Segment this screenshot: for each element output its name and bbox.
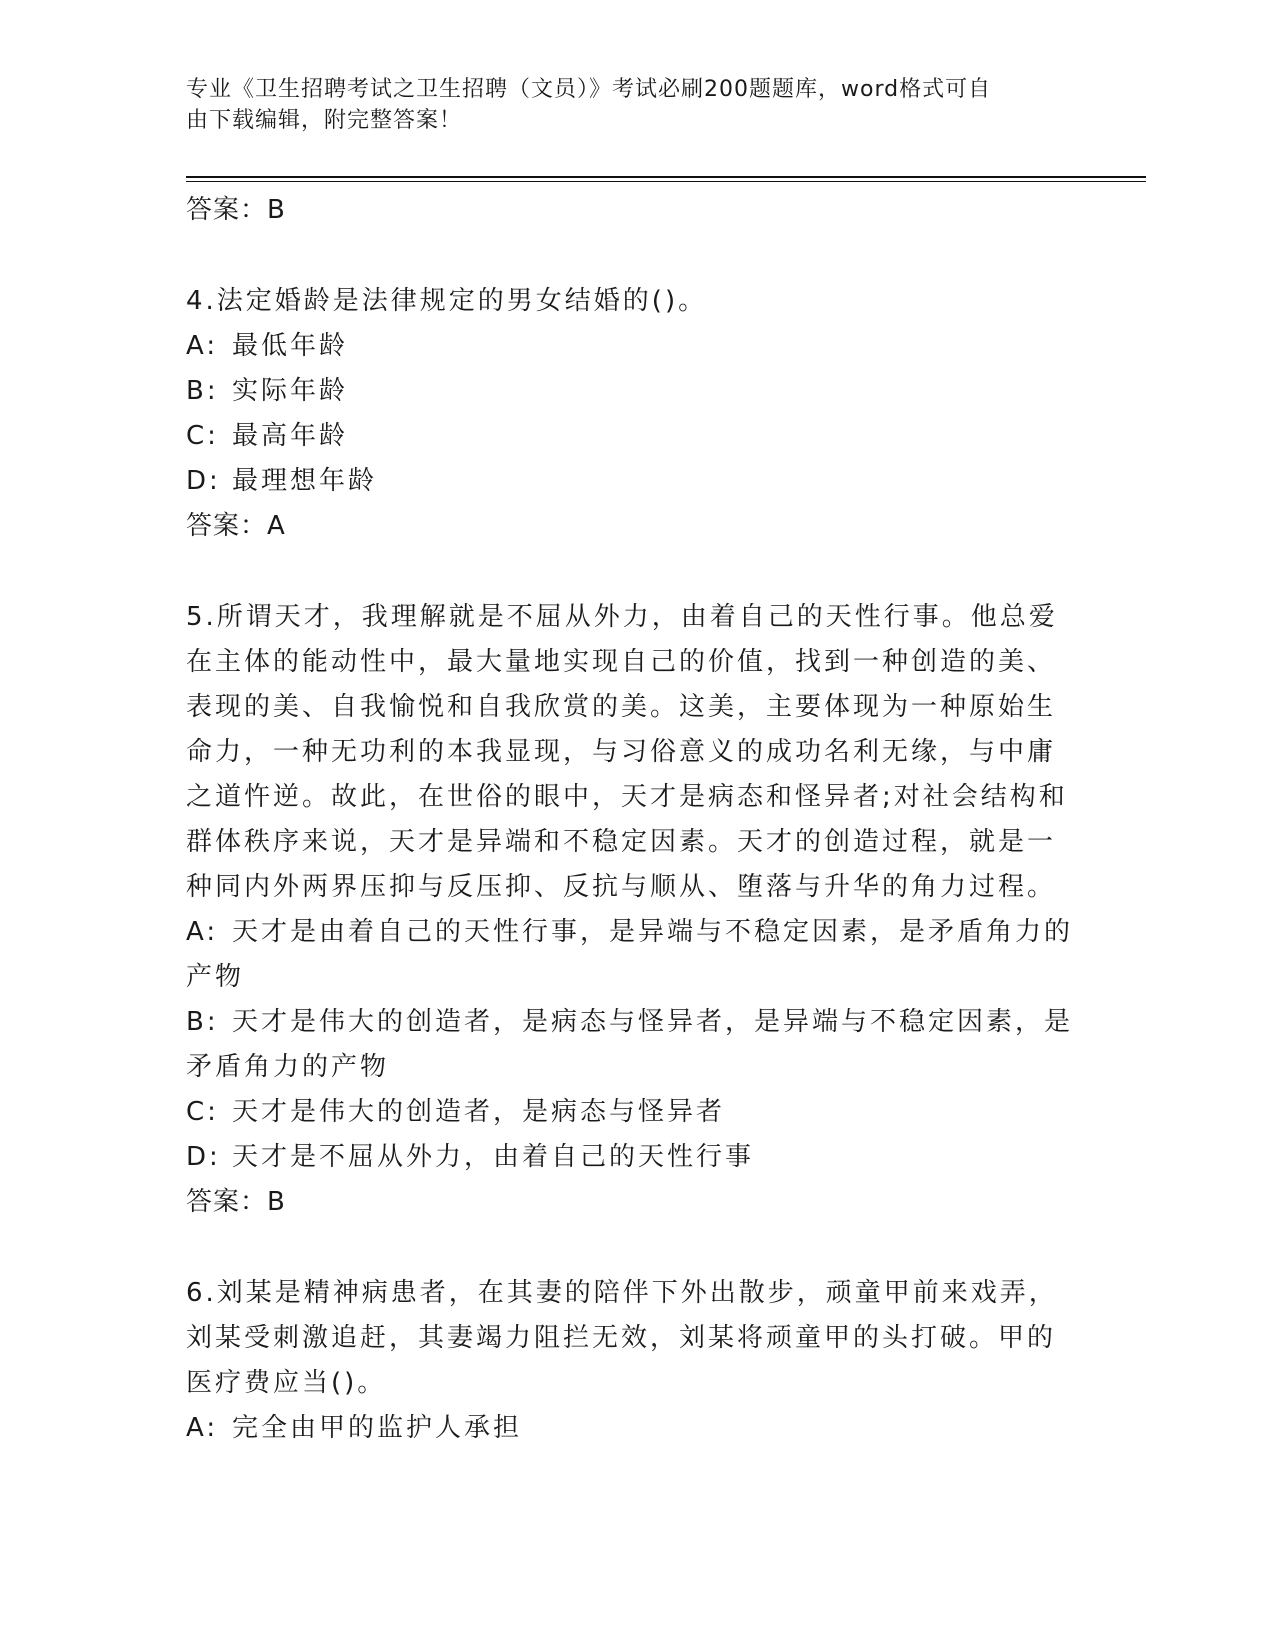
option-text: 天才是伟大的创造者，是病态与怪异者 [232,1097,726,1127]
question-5-option-d [186,1135,1086,1180]
question-5-option-a-cont: 产物 [186,962,245,992]
question-4-option-c [186,414,1086,459]
spacer [186,233,1086,279]
question-4-option-b [186,369,1086,414]
question-5 [186,595,1086,1225]
option-key: C: [186,421,219,451]
question-5-option-a [186,910,1086,955]
question-4-option-d [186,459,1086,504]
question-6 [186,1271,1086,1451]
option-key: B: [186,1007,219,1037]
question-5-option-b-cont: 矛盾角力的产物 [186,1052,390,1082]
option-text: 完全由甲的监护人承担 [232,1413,523,1443]
question-5-line: 之道忤逆。故此，在世俗的眼中，天才是病态和怪异者;对社会结构和 [186,782,1068,812]
question-6-line: 6.刘某是精神病患者，在其妻的陪伴下外出散步，顽童甲前来戏弄， [186,1278,1058,1308]
question-4 [186,279,1086,549]
previous-answer: 答案：B [186,195,286,225]
question-4-answer: 答案：A [186,511,286,541]
option-text: 实际年龄 [232,376,349,406]
option-key: B: [186,376,219,406]
question-5-answer: 答案：B [186,1187,286,1217]
spacer [186,1225,1086,1271]
question-5-line: 在主体的能动性中，最大量地实现自己的价值，找到一种创造的美、 [186,647,1057,677]
question-5-line: 5.所谓天才，我理解就是不屈从外力，由着自己的天性行事。他总爱 [186,602,1058,632]
question-6-line: 医疗费应当()。 [186,1368,387,1398]
option-text: 最高年龄 [232,421,349,451]
option-text: 最理想年龄 [232,466,378,496]
header-rule-thin [186,181,1146,182]
question-5-option-c [186,1090,1086,1135]
option-text: 天才是由着自己的天性行事，是异端与不稳定因素，是矛盾角力的 [232,917,1074,947]
question-5-option-b [186,1000,1086,1045]
question-5-line: 种同内外两界压抑与反压抑、反抗与顺从、堕落与升华的角力过程。 [186,872,1057,902]
question-5-line: 命力，一种无功利的本我显现，与习俗意义的成功名利无缘，与中庸 [186,737,1057,767]
spacer [186,549,1086,595]
question-5-line: 群体秩序来说，天才是异端和不稳定因素。天才的创造过程，就是一 [186,827,1057,857]
option-text: 天才是伟大的创造者，是病态与怪异者，是异端与不稳定因素，是 [232,1007,1074,1037]
question-5-line: 表现的美、自我愉悦和自我欣赏的美。这美，主要体现为一种原始生 [186,692,1057,722]
option-key: A: [186,917,219,947]
option-text: 最低年龄 [232,331,349,361]
question-6-option-a [186,1406,1086,1451]
header-rule-thick [186,176,1146,178]
option-key: A: [186,1413,219,1443]
option-key: C: [186,1097,219,1127]
option-text: 天才是不屈从外力，由着自己的天性行事 [232,1142,755,1172]
header-line-2: 由下载编辑，附完整答案！ [186,108,463,133]
question-content [186,188,1086,1451]
question-6-line: 刘某受刺激追赶，其妻竭力阻拦无效，刘某将顽童甲的头打破。甲的 [186,1323,1057,1353]
page-header [186,74,1066,136]
question-4-option-a [186,324,1086,369]
option-key: D: [186,466,221,496]
header-line-1: 专业《卫生招聘考试之卫生招聘（文员）》考试必刷200题题库，word格式可自 [186,77,992,102]
question-4-text: 4.法定婚龄是法律规定的男女结婚的()。 [186,286,708,316]
option-key: A: [186,331,219,361]
option-key: D: [186,1142,221,1172]
